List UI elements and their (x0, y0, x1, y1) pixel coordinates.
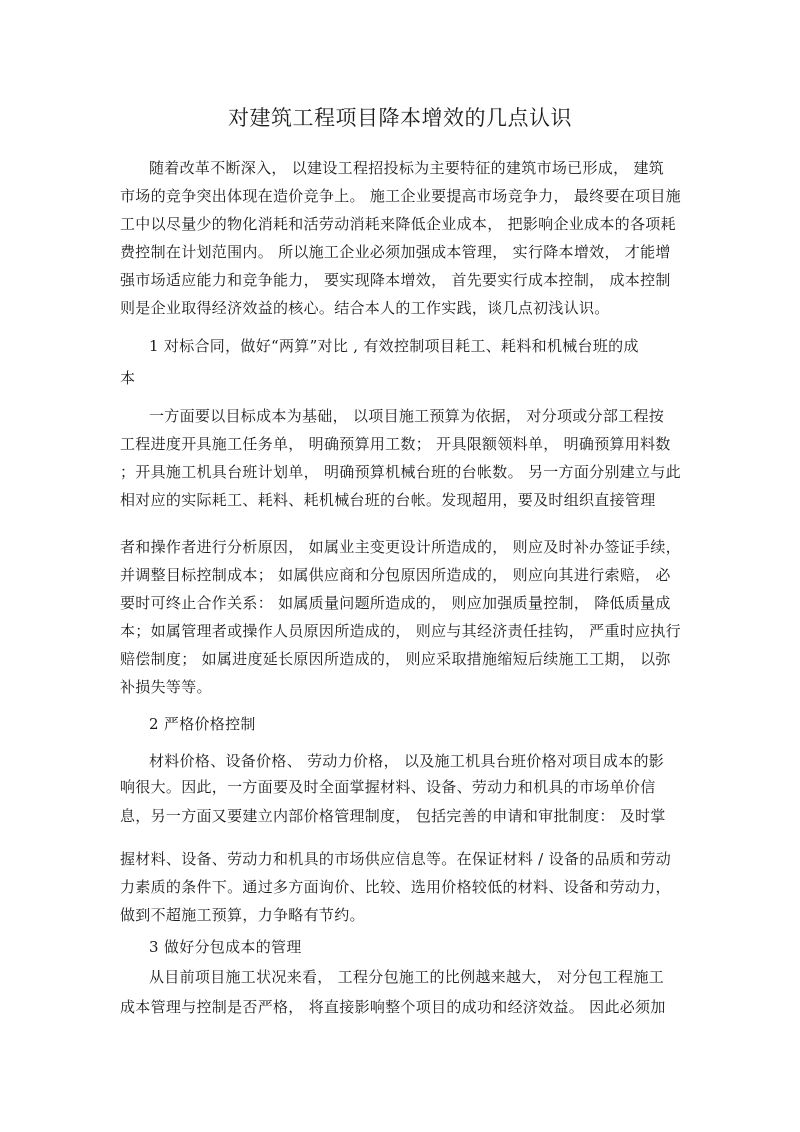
document-title: 对建筑工程项目降本增效的几点认识 (228, 106, 572, 130)
paragraph-line: 并调整目标控制成本； 如属供应商和分包原因所造成的， 则应向其进行索赔， 必 (120, 566, 671, 584)
paragraph-line: 从目前项目施工状况来看， 工程分包施工的比例越来越大， 对分包工程施工 (149, 968, 665, 986)
paragraph-line: 一方面要以目标成本为基础， 以项目施工预算为依据， 对分项或分部工程按 (149, 407, 665, 425)
paragraph-line: 随着改革不断深入， 以建设工程招投标为主要特征的建筑市场已形成， 建筑 (149, 159, 665, 177)
paragraph-line: ；开具施工机具台班计划单， 明确预算机械台班的台帐数。 另一方面分别建立与此 (120, 463, 681, 481)
paragraph-line: 材料价格、设备价格、 劳动力价格， 以及施工机具台班价格对项目成本的影 (149, 752, 665, 770)
section-heading: 2 严格价格控制 (149, 715, 256, 733)
paragraph-line: 握材料、设备、劳动力和机具的市场供应信息等。在保证材料 / 设备的品质和劳动 (120, 850, 671, 868)
paragraph-line: 费控制在计划范围内。 所以施工企业必须加强成本管理， 实行降本增效， 才能增 (120, 243, 671, 261)
paragraph-line: 成本管理与控制是否严格， 将直接影响整个项目的成功和经济效益。 因此必须加 (120, 998, 666, 1016)
paragraph-line: 强市场适应能力和竞争能力， 要实现降本增效， 首先要实行成本控制， 成本控制 (120, 271, 671, 289)
paragraph-line: 者和操作者进行分析原因， 如属业主变更设计所造成的， 则应及时补办签证手续， (120, 538, 681, 556)
section-heading: 1 对标合同，做好“两算”对比 , 有效控制项目耗工、耗料和机械台班的成 (149, 337, 639, 355)
paragraph-line: 赔偿制度； 如属进度延长原因所造成的， 则应采取措施缩短后续施工工期， 以弥 (120, 650, 671, 668)
paragraph-line: 补损失等等。 (120, 678, 212, 696)
section-heading: 3 做好分包成本的管理 (149, 938, 302, 956)
paragraph-line: 响很大。因此，一方面要及时全面掌握材料、设备、劳动力和机具的市场单价信 (120, 778, 656, 796)
paragraph-line: 力素质的条件下。通过多方面询价、比较、选用价格较低的材料、设备和劳动力， (120, 878, 671, 896)
paragraph-line: 工中以尽量少的物化消耗和活劳动消耗来降低企业成本， 把影响企业成本的各项耗 (120, 215, 676, 233)
paragraph-line: 息，另一方面又要建立内部价格管理制度， 包括完善的申请和审批制度： 及时掌 (120, 807, 666, 825)
paragraph-line: 市场的竞争突出体现在造价竞争上。 施工企业要提高市场竞争力， 最终要在项目施 (120, 187, 681, 205)
paragraph-line: 工程进度开具施工任务单， 明确预算用工数； 开具限额领料单， 明确预算用料数 (120, 435, 671, 453)
paragraph-line: 本；如属管理者或操作人员原因所造成的， 则应与其经济责任挂钩， 严重时应执行 (120, 622, 681, 640)
paragraph-line: 相对应的实际耗工、耗料、耗机械台班的台帐。发现超用，要及时组织直接管理 (120, 491, 656, 509)
section-heading: 本 (120, 369, 136, 387)
paragraph-line: 做到不超施工预算，力争略有节约。 (120, 906, 365, 924)
paragraph-line: 要时可终止合作关系： 如属质量问题所造成的， 则应加强质量控制， 降低质量成 (120, 594, 671, 612)
paragraph-line: 则是企业取得经济效益的核心。结合本人的工作实践，谈几点初浅认识。 (120, 299, 610, 317)
